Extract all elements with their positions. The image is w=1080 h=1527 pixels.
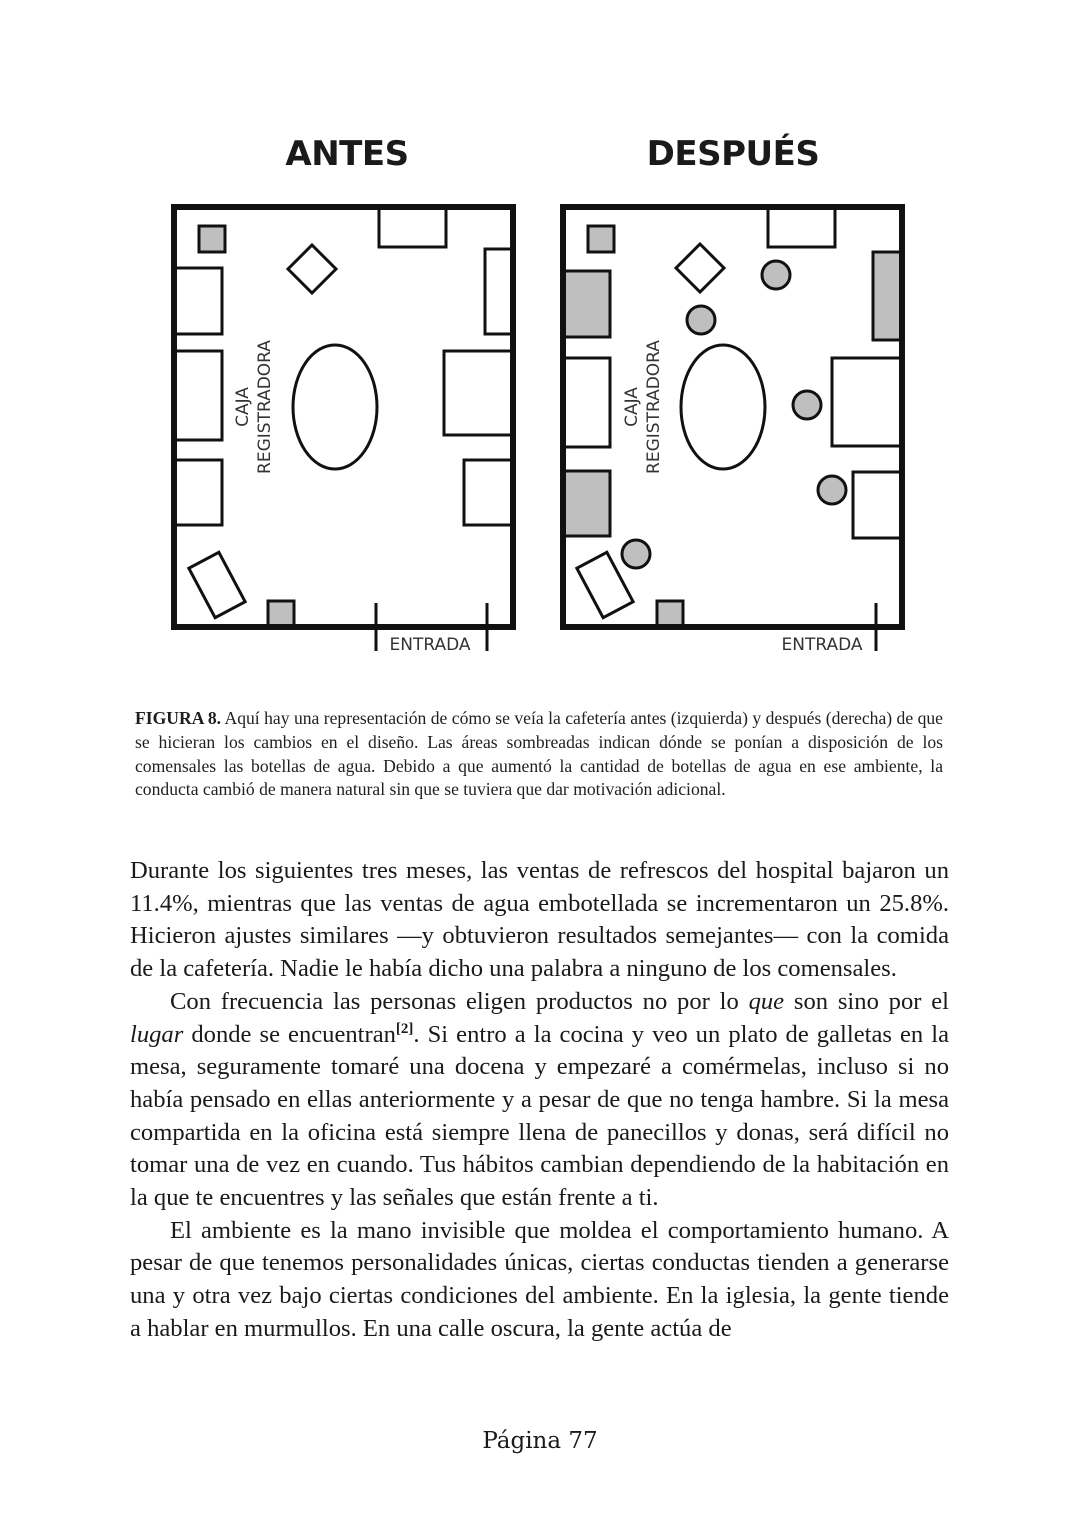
left-fridge-1 (563, 271, 610, 337)
left-fridge-1 (174, 268, 222, 334)
left-fridge-3 (174, 460, 222, 525)
diamond-table (288, 245, 336, 293)
emphasis-lugar: lugar (130, 1020, 184, 1048)
body-text (130, 855, 949, 1346)
floor-plan-despues (563, 133, 902, 655)
left-fridge-2 (563, 358, 610, 447)
left-fridge-2 (174, 351, 222, 440)
water-basket-3 (793, 391, 821, 419)
bottom-station (657, 601, 683, 627)
right-fridge-1 (873, 252, 902, 340)
center-table (293, 345, 377, 469)
caption-text: Aquí hay una representación de cómo se veía la cafetería antes (izquierda) y después (derecha) de que se hicieran los cambios en el diseño. Las áreas sombreadas indican dónde se ponían a disposición de los comensales las botellas de agua. Debido a que aumentó la cantidad de botellas de agua en ese ambiente, la conducta cambió de manera natural sin que se tuviera que dar motivación adicional. (135, 708, 943, 800)
tilted-counter (189, 552, 245, 617)
emphasis-que: que (748, 987, 785, 1015)
paragraph-3: El ambiente es la mano invisible que moldea el comportamiento humano. A pesar de que tenemos personalidades únicas, ciertas conductas tienden a generarse una y otra vez bajo ciertas condiciones del ambiente. En la iglesia, la gente tiende a hablar en murmullos. En una calle oscura, la gente actúa de (130, 1216, 949, 1342)
top-counter (768, 207, 835, 247)
entrance-label: ENTRADA (389, 635, 471, 655)
water-station (199, 226, 225, 252)
right-fridge-1 (485, 249, 513, 334)
paragraph-2: Con frecuencia las personas eligen productos no por lo que son sino por el lugar donde se encuentran[2]. Si entro a la cocina y veo un plato de galletas en la mesa, seguramente tomaré una docena y empezaré a comérmelas, incluso si no había pensado en ellas anteriormente y a pesar de que no tenga hambre. Si la mesa compartida en la oficina está siempre llena de panecillos y donas, será difícil no tomar una de vez en cuando. Tus hábitos cambian dependiendo de la habitación en la que te encuentres y las señales que están frente a ti. (130, 987, 949, 1212)
right-fridge-3 (853, 472, 902, 538)
water-basket-2 (687, 306, 715, 334)
water-basket-4 (818, 476, 846, 504)
panel-title: DESPUÉS (646, 134, 820, 174)
cafeteria-layout-figure (0, 0, 1080, 680)
water-basket-5 (622, 540, 650, 568)
right-fridge-3 (464, 460, 513, 525)
panel-title: ANTES (285, 134, 409, 174)
page-number: Página 77 (482, 1428, 598, 1454)
water-station (588, 226, 614, 252)
footnote-link[interactable]: [2] (395, 1020, 414, 1037)
register-label-line2: REGISTRADORA (644, 340, 664, 474)
figure-label: FIGURA 8. (135, 708, 222, 728)
bottom-station (268, 601, 294, 627)
water-basket-1 (762, 261, 790, 289)
floor-plan-antes (174, 134, 513, 655)
right-fridge-2 (444, 351, 513, 435)
top-counter (379, 207, 446, 247)
figure-caption (135, 707, 943, 802)
center-table (681, 345, 765, 469)
register-label-line1: CAJA (233, 387, 253, 427)
register-label-line2: REGISTRADORA (255, 340, 275, 474)
entrance-label: ENTRADA (781, 635, 863, 655)
diamond-table (676, 244, 724, 292)
left-fridge-3 (563, 471, 610, 536)
right-fridge-2 (832, 358, 902, 446)
register-label-line1: CAJA (622, 387, 642, 427)
paragraph-1: Durante los siguientes tres meses, las ventas de refrescos del hospital bajaron un 11.4%, mientras que las ventas de agua embotellada se incrementaron un 25.8%. Hicieron ajustes similares —y obtuvieron resultados semejantes— con la comida de la cafetería. Nadie le había dicho una palabra a ninguno de los comensales. (130, 857, 949, 983)
